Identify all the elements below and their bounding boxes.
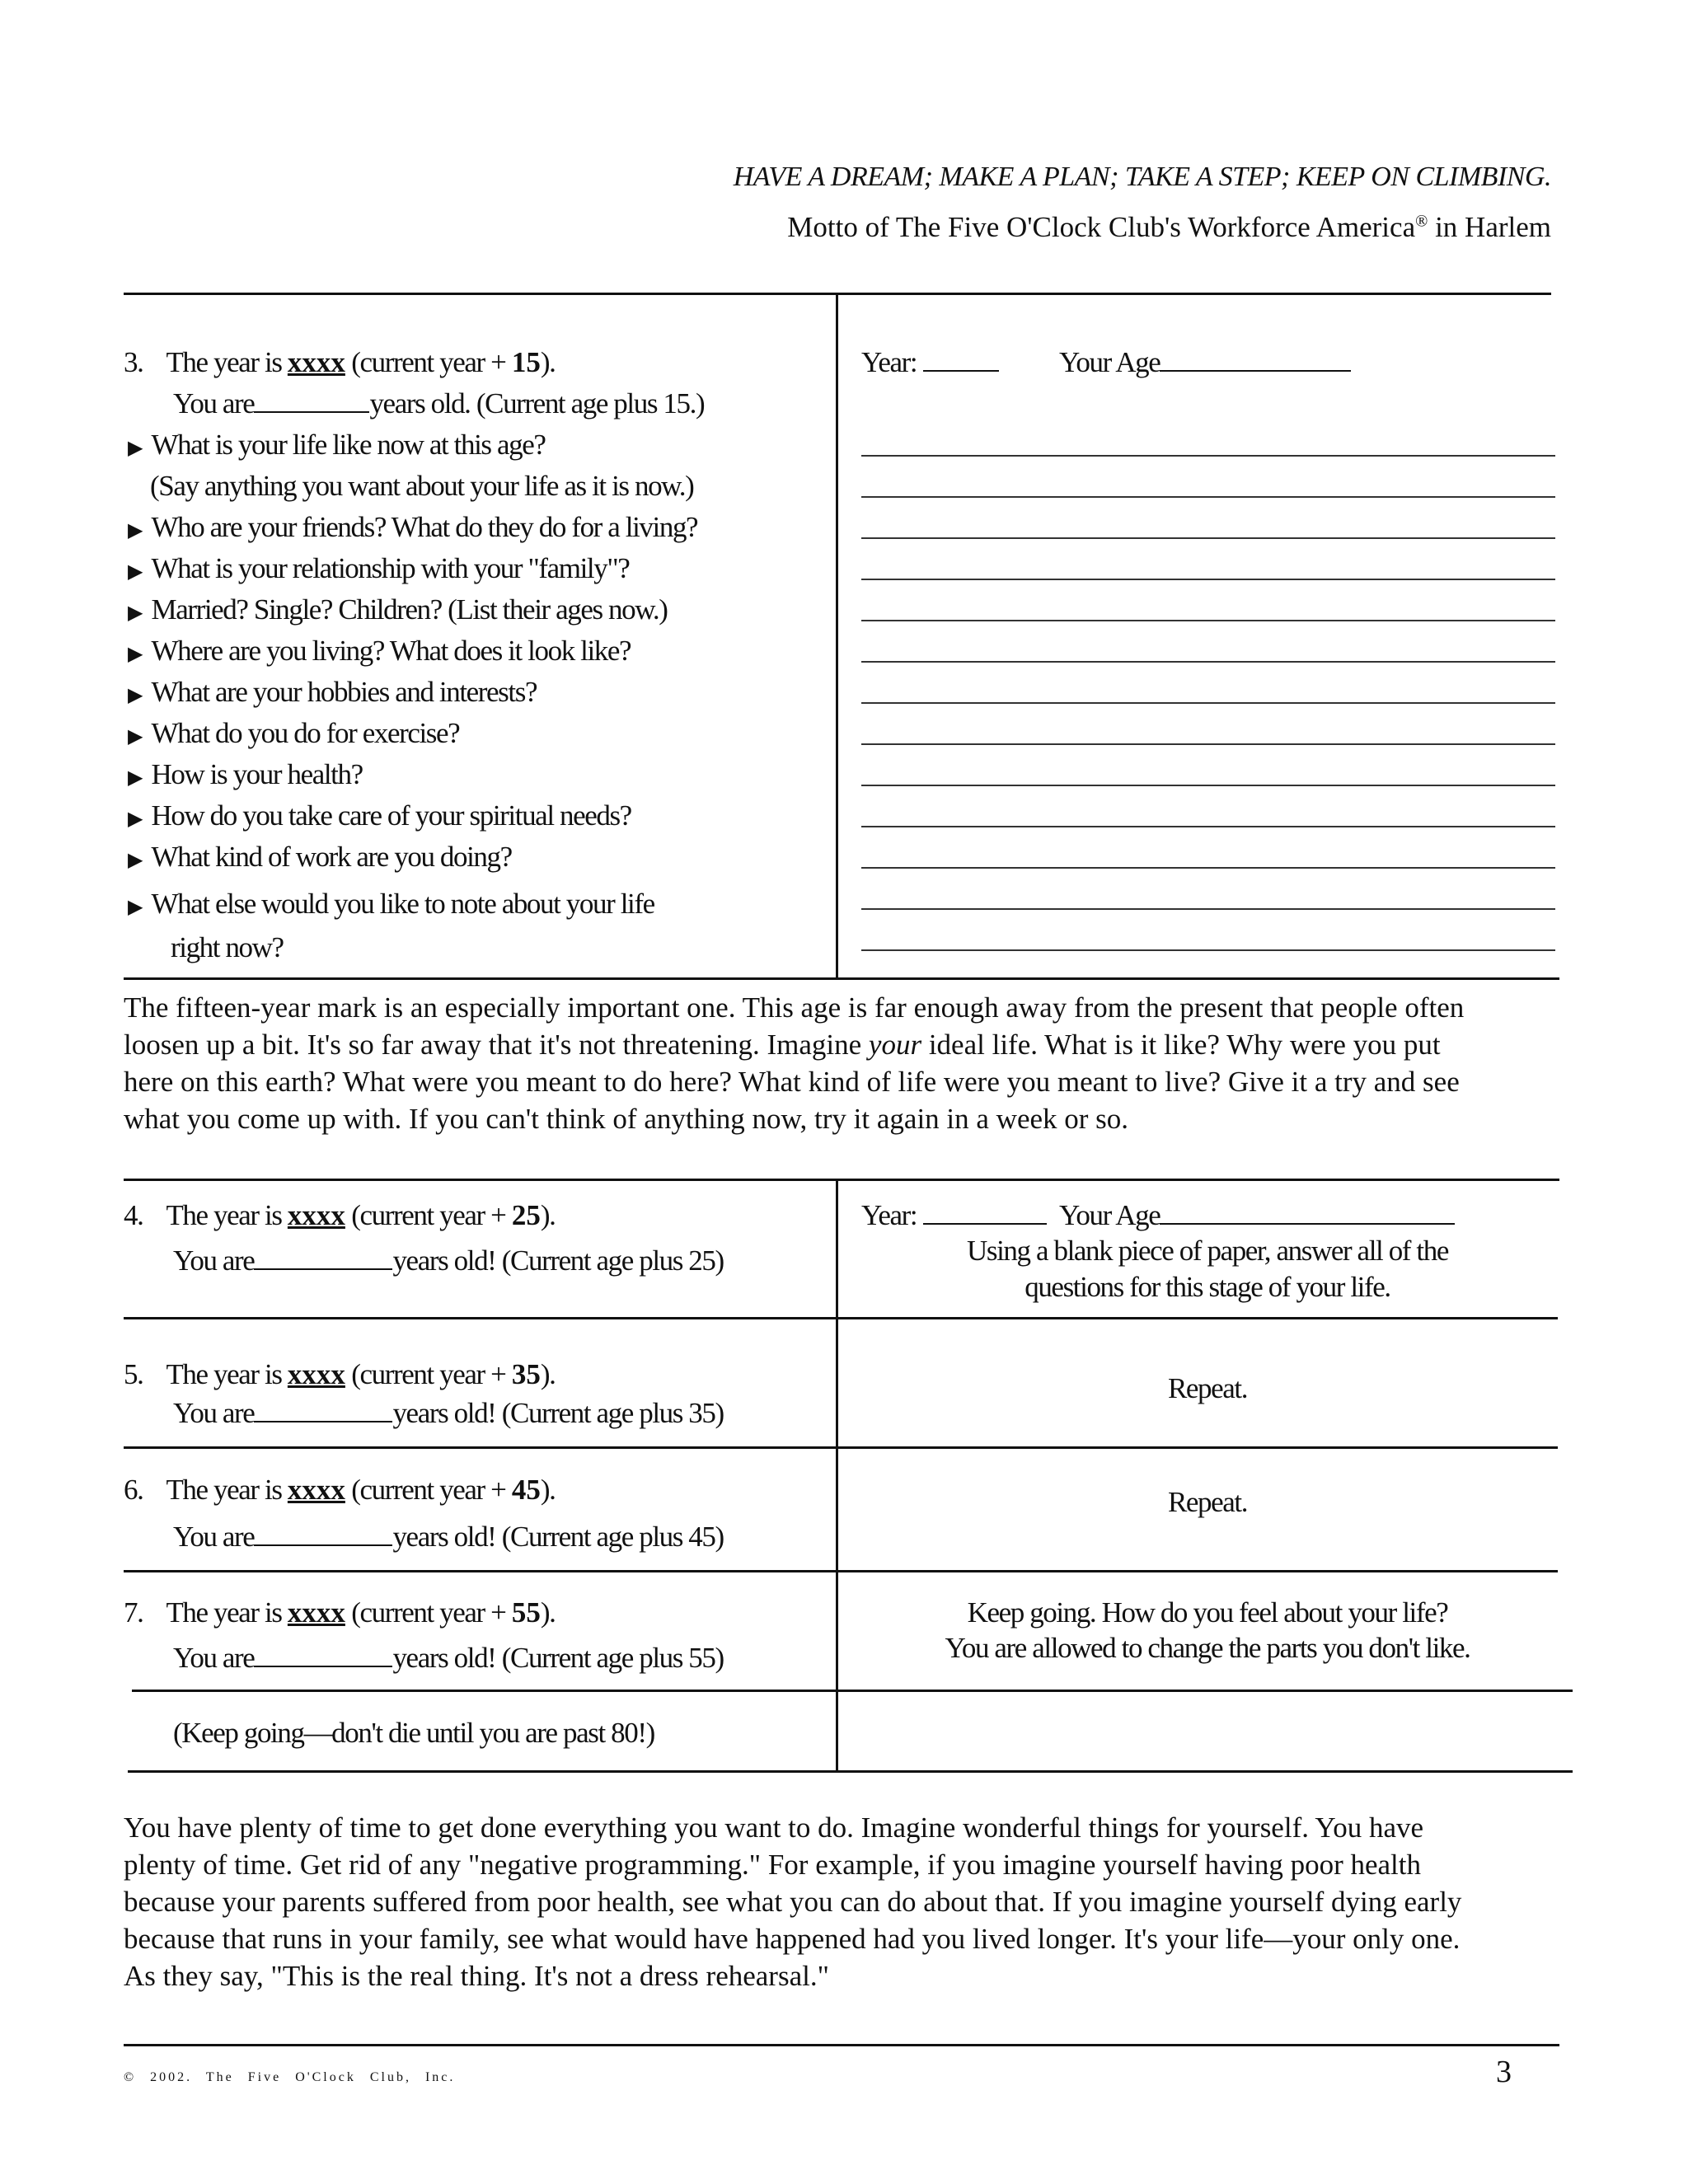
answer-line[interactable] (861, 826, 1555, 827)
bullet-triangle-icon: ▶ (128, 767, 143, 789)
question-item: ▶ How is your health? (128, 758, 363, 790)
row-rule (132, 1690, 1573, 1692)
question-note: (Say anything you want about your life as it is now.) (150, 470, 694, 502)
section3-age-line: You are years old. (Current age plus 15.) (173, 387, 705, 419)
bullet-triangle-icon: ▶ (128, 726, 143, 748)
bullet-triangle-icon: ▶ (128, 808, 143, 830)
answer-line[interactable] (861, 867, 1555, 869)
answer-line[interactable] (861, 455, 1555, 457)
year-field: Year: (861, 1199, 1047, 1232)
answer-line[interactable] (861, 661, 1555, 663)
answer-line[interactable] (861, 620, 1555, 621)
row-year-line: 5. The year is xxxx (current year + 35). (124, 1358, 556, 1390)
bullet-triangle-icon: ▶ (128, 520, 143, 541)
row-year-line: 7. The year is xxxx (current year + 55). (124, 1596, 556, 1629)
age-blank[interactable] (254, 1401, 392, 1422)
age-blank[interactable] (1160, 1203, 1455, 1225)
answer-line[interactable] (861, 579, 1555, 580)
bullet-triangle-icon: ▶ (128, 602, 143, 624)
age-blank[interactable] (254, 1525, 392, 1546)
age-blank[interactable] (254, 1646, 392, 1667)
row-year-line: 4. The year is xxxx (current year + 25). (124, 1199, 556, 1231)
question-item: ▶ Where are you living? What does it look like? (128, 635, 631, 667)
question-item: ▶ How do you take care of your spiritual needs? (128, 799, 631, 832)
paragraph-plenty-of-time: You have plenty of time to get done everything you want to do. Imagine wonderful things for yourself. You have plenty of time. Get rid of any "negative programming." For example, if you imagine yourself having poor health because your parents suffered from poor health, see what you can do about that. If you imagine yourself dying early because that runs in your family, see what would have happened had you lived longer. It's your life—your only one. As they say, "This is the real thing. It's not a dress rehearsal." (124, 1811, 1462, 1992)
section3-year-line: 3. The year is xxxx (current year + 15). (124, 346, 556, 378)
row7-note: Keep going. How do you feel about your life? (967, 1596, 1448, 1629)
bullet-triangle-icon: ▶ (128, 685, 143, 706)
answer-line[interactable] (861, 949, 1555, 951)
year-placeholder: xxxx (287, 1199, 345, 1231)
row-age-line: You are years old! (Current age plus 45) (173, 1521, 724, 1553)
row-year-line: 6. The year is xxxx (current year + 45). (124, 1474, 556, 1506)
table-divider (836, 293, 838, 977)
row-age-line: You are years old! (Current age plus 35) (173, 1397, 724, 1429)
age-blank[interactable] (1160, 350, 1351, 372)
question-item: ▶ What do you do for exercise? (128, 717, 460, 749)
row-rule (124, 1317, 1558, 1319)
row7-note: You are allowed to change the parts you don't like. (945, 1632, 1470, 1664)
year-blank[interactable] (923, 1203, 1047, 1225)
answer-line[interactable] (861, 908, 1555, 910)
age-blank[interactable] (254, 391, 369, 413)
answer-line[interactable] (861, 702, 1555, 704)
footer-rule (124, 2044, 1559, 2046)
motto-attribution: Motto of The Five O'Clock Club's Workforce America® in Harlem (787, 211, 1551, 243)
registered-mark: ® (1415, 212, 1428, 231)
table-bottom-rule (128, 1770, 1573, 1773)
question-continuation: right now? (171, 931, 284, 963)
year-placeholder: xxxx (287, 1358, 345, 1390)
bullet-triangle-icon: ▶ (128, 644, 143, 665)
row-age-line: You are years old! (Current age plus 55) (173, 1642, 724, 1674)
question-item: ▶ What is your life like now at this age? (128, 429, 546, 461)
answer-line[interactable] (861, 537, 1555, 539)
question-item: ▶ What else would you like to note about your life (128, 888, 654, 920)
age-field: Your Age (1059, 1199, 1455, 1232)
year-blank[interactable] (923, 350, 999, 372)
answer-line[interactable] (861, 785, 1555, 786)
motto-line: HAVE A DREAM; MAKE A PLAN; TAKE A STEP; KEEP ON CLIMBING. (733, 162, 1551, 192)
question-item: ▶ What kind of work are you doing? (128, 841, 512, 873)
year-field: Year: (861, 346, 999, 379)
bullet-triangle-icon: ▶ (128, 561, 143, 583)
repeat-note: Repeat. (1167, 1486, 1248, 1518)
row-rule (124, 1570, 1558, 1572)
age-blank[interactable] (254, 1249, 392, 1270)
question-item: ▶ What is your relationship with your "family"? (128, 552, 630, 584)
year-placeholder: xxxx (287, 1474, 345, 1506)
keep-going-note: (Keep going—don't die until you are past 80!) (173, 1717, 654, 1749)
question-item: ▶ What are your hobbies and interests? (128, 676, 537, 708)
repeat-note: Repeat. (1167, 1372, 1248, 1404)
table-bottom-rule (124, 977, 1559, 980)
bullet-triangle-icon: ▶ (128, 897, 143, 918)
page-number: 3 (1496, 2055, 1512, 2089)
question-item: ▶ Married? Single? Children? (List their ages now.) (128, 593, 668, 626)
question-item: ▶ Who are your friends? What do they do for a living? (128, 511, 698, 543)
copyright-notice: © 2002. The Five O'Clock Club, Inc. (124, 2070, 456, 2084)
row4-instruction: Using a blank piece of paper, answer all of the (967, 1235, 1448, 1267)
year-placeholder: xxxx (287, 1596, 345, 1629)
year-placeholder: xxxx (287, 346, 345, 378)
answer-line[interactable] (861, 743, 1555, 745)
row-rule (124, 1446, 1558, 1449)
age-field: Your Age (1059, 346, 1351, 379)
table-divider (836, 1179, 838, 1772)
answer-line[interactable] (861, 496, 1555, 498)
bullet-triangle-icon: ▶ (128, 850, 143, 871)
row4-instruction: questions for this stage of your life. (1025, 1271, 1390, 1303)
paragraph-fifteen-year: The fifteen-year mark is an especially important one. This age is far enough away from the present that people often loosen up a bit. It's so far away that it's not threatening. Imagine your ideal life. What is it like? Why were you put here on this earth? What were you meant to do here? What kind of life were you meant to live? Give it a try and see what you come up with. If you can't think of anything now, try it again in a week or so. (124, 991, 1465, 1135)
row-age-line: You are years old! (Current age plus 25) (173, 1244, 724, 1277)
table-top-rule (124, 1179, 1559, 1181)
bullet-triangle-icon: ▶ (128, 438, 143, 459)
emphasis: your (868, 1029, 922, 1061)
